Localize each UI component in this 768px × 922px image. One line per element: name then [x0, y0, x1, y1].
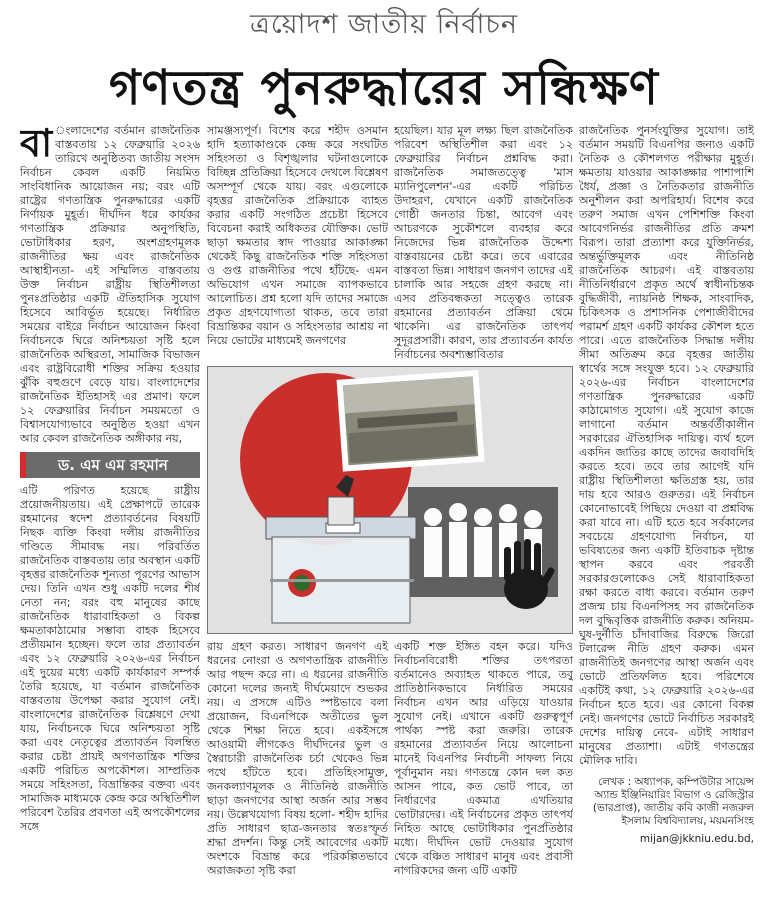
election-illustration — [207, 366, 573, 634]
article-text-col3-bottom: একটি শক্ত ইঙ্গিত বহন করে। যদিও নির্বাচনবিরোধী শক্তির তৎপরতা বর্তমানেও অব্যাহত থাকতে পারে, তবু প্রাতিষ্ঠানিকভাবে নির্ধারিত সময়ের নির্বাচন এখন আর এড়িয়ে যাওয়ার সুযোগ নেই। এখানে একটি গুরুত্বপূর্ণ পার্থক্য স্পষ্ট করা জরুরি। তারেক রহমানের প্রত্যাবর্তন নিয়ে আলোচনা মানেই বিএনপির নির্বাচনী সাফল্য নিয়ে পূর্বানুমান নয়। গণতন্ত্রে কোন দল কত আসন পাবে, কত ভোট পাবে, তা নির্ধারণের একমাত্র এখতিয়ার ভোটারদের। এই নির্বাচনের প্রকৃত তাৎপর্য নিহিত আছে ভোটাধিকার পুনর্প্রতিষ্ঠার মধ্যে। দীর্ঘদিন ভোট দেওয়ার সুযোগ থেকে বঞ্চিত সাধারণ মানুষ এবং প্রবাসী নাগরিকদের জন্য এটি একটি — [394, 640, 573, 877]
article-text-col1-continued: এটি পরিণত হয়েছে রাষ্ট্রীয় প্রয়োজনীয়তায়। এই প্রেক্ষাপটে তারেক রহমানের স্বদেশ প্রত্যাবর্তনের বিষয়টি নিছক ব্যক্তি কিংবা দলীয় রাজনীতির গণ্ডিতে সীমাবদ্ধ নয়। পরিবর্তিত রাজনৈতিক বাস্তবতায় তার অবস্থান একটি বৃহত্তর রাজনৈতিক শূন্যতা পূরণের আভাস দেয়। তিনি এখন শুধু একটি দলের শীর্ষ নেতা নন; বরং বহু মানুষের কাছে রাজনৈতিক ধারাবাহিকতা ও বিকল্প ক্ষমতাকাঠামোর সম্ভাব্য বাহক হিসেবে প্রতীয়মান হচ্ছেন। ফলে তার প্রত্যাবর্তন এবং ১২ ফেব্রুয়ারি ২০২৬-এর নির্বাচন এই দুয়ের মধ্যে একটি কার্যকারণ সম্পর্ক তৈরি হয়েছে, যা বর্তমান রাজনৈতিক বাস্তবতায় উপেক্ষা করার সুযোগ নেই। বাংলাদেশের রাজনৈতিক বিশ্লেষণে দেখা যায়, নির্বাচনকে ঘিরে অনিশ্চয়তা সৃষ্টি করা এবং নেতৃত্বের প্রত্যাবর্তন বিলম্বিত করার চেষ্টা প্রায়ই অগণতান্ত্রিক শক্তির একটি পরিচিত অপকৌশল। সাম্প্রতিক সময়ে সহিংসতা, বিভ্রান্তিকর বক্তব্য এবং সামাজিক মাধ্যমকে কেন্দ্র করে অস্থিতিশীল পরিবেশ তৈরির প্রবণতা এই অপকৌশলের সঙ্গে — [20, 484, 200, 833]
kicker: ত্রয়োদশ জাতীয় নির্বাচন — [249, 9, 518, 40]
crowd-photo — [337, 370, 485, 472]
article-text-col4: রাজনৈতিক পুনর্সংযুক্তির সুযোগ। তাই বর্তমান সময়টি বিএনপির জন্যও একটি নৈতিক ও কৌশলগত পরীক্ষার মুহূর্ত। ক্ষমতায় যাওয়ার আকাঙ্ক্ষার পাশাপাশি ধৈর্য, প্রজ্ঞা ও নৈতিকতার রাজনীতি অনুশীলন করা অপরিহার্য। বিশেষ করে তরুণ সমাজ এখন পেশিশক্তি কিংবা আবেগনির্ভর রাজনীতির প্রতি ক্রমশ বিরূপ। তারা প্রত্যাশা করে যুক্তিনির্ভর, অন্তর্ভুক্তিমূলক এবং নীতিনিষ্ঠ রাজনৈতিক আচরণ। এই বাস্তবতায় নীতিনির্ধারণে প্রকৃত অর্থে স্বাধীনচিন্তক বুদ্ধিজীবী, ন্যায়নিষ্ঠ শিক্ষক, সাংবাদিক, চিকিৎসক ও প্রশাসনিক পেশাজীবীদের পরামর্শ গ্রহণ একটি কার্যকর কৌশল হতে পারে। এতে রাজনৈতিক সিদ্ধান্ত দলীয় সীমা অতিক্রম করে বৃহত্তর জাতীয় স্বার্থের সঙ্গে সংযুক্ত হবে। ১২ ফেব্রুয়ারি ২০২৬-এর নির্বাচন বাংলাদেশের গণতান্ত্রিক পুনরুদ্ধারের একটি কাঠামোগত সুযোগ। এই সুযোগ কাজে লাগানো বর্তমান অন্তর্বর্তীকালীন সরকারের ঐতিহাসিক দায়িত্ব। ব্যর্থ হলে একদিন জাতির কাছে তাদের জবাবদিহি করতে হবে। তবে তার আগেই যদি রাষ্ট্রীয় স্থিতিশীলতা ক্ষতিগ্রস্ত হয়, তার দায় হবে আরও গুরুতর। এই নির্বাচন কোনোভাবেই পিছিয়ে দেওয়া বা প্রশ্নবিদ্ধ করা যাবে না। এটি হতে হবে সর্বকালের সবচেয়ে গ্রহণযোগ্য নির্বাচন, যা ভবিষ্যতের জন্য একটি ইতিবাচক দৃষ্টান্ত স্থাপন করবে এবং পরবর্তী সরকারগুলোকেও সেই ধারাবাহিকতা রক্ষা করতে বাধ্য করবে। বর্তমান তরুণ প্রজন্ম চায় বিএনপিসহ সব রাজনৈতিক দল বুদ্ধিবৃত্তিক রাজনীতি করুক। অনিয়ম-ঘুষ-দুর্নীতি চাঁদাবাজির বিরুদ্ধে জিরো টলারেন্স নীতি গ্রহণ করুক। এমন রাজনীতিই জনগণের আস্থা অর্জন এবং ভোটে প্রতিফলিত হবে। পরিশেষে একটিই কথা, ১২ ফেব্রুয়ারি ২০২৬-এর নির্বাচন হতে হবে। এর কোনো বিকল্প নেই। জনগণের ভোটে নির্বাচিত সরকারই দেশের দায়িত্ব নেবে- এটাই সাধারণ মানুষের প্রত্যাশা। এটাই গণতন্ত্রের মৌলিক দাবি। — [579, 124, 754, 767]
drop-cap: বা — [20, 124, 53, 165]
headline: গণতন্ত্র পুনরুদ্ধারের সন্ধিক্ষণ — [109, 60, 659, 116]
article-column-4 — [579, 124, 754, 916]
author-email: mijan@jkkniu.edu.bd, — [639, 833, 754, 845]
article-column-1 — [20, 124, 200, 916]
article-column-3-bottom — [394, 640, 573, 916]
article-column-2-bottom — [207, 640, 388, 916]
author-byline: ড. এম এম রহমান — [20, 452, 200, 478]
article-text-col2-bottom: রায় গ্রহণ করত। সাধারণ জনগণ এই ধরনের নোংরা ও অগণতান্ত্রিক রাজনীতি আর পছন্দ করে না। এ ধরনের রাজনীতি কোনো দলের জন্যই দীর্ঘমেয়াদে শুভকর নয়। এ প্রসঙ্গে এটিও স্পষ্টভাবে বলা প্রয়োজন, বিএনপিকে অতীতের ভুল থেকে শিক্ষা নিতে হবে। একইসঙ্গে আওয়ামী লীগকেও দীর্ঘদিনের ভুল ও স্বৈরাচারী রাজনৈতিক চর্চা থেকেও ভিন্ন পথে হাঁটতে হবে। প্রতিহিংসামুক্ত, জনকল্যাণমূলক ও নীতিনিষ্ঠ রাজনীতি ছাড়া জনগণের আস্থা অর্জন আর সম্ভব নয়। উল্লেখযোগ্য বিষয় হলো- শহীদ হাদির প্রতি সাধারণ ছাত্র-জনতার স্বতঃস্ফূর্ত শ্রদ্ধা প্রদর্শন। কিন্তু সেই আবেগের একটি অংশকে বিভ্রান্ত করে পরিকল্পিতভাবে অরাজকতা সৃষ্টি করা — [207, 640, 388, 877]
illustration-svg — [208, 367, 573, 634]
article-column-3-top — [394, 124, 573, 364]
article-column-2-top — [207, 124, 388, 364]
article-text-col1: ংলাদেশের বর্তমান রাজনৈতিক বাস্তবতায় ১২ ফেব্রুয়ারি ২০২৬ তারিখে অনুষ্ঠিতব্য জাতীয় সংসদ নির্বাচন কেবল একটি নিয়মিত সাংবিধানিক আয়োজন নয়; বরং এটি রাষ্ট্রের গণতান্ত্রিক পুনরুদ্ধারের একটি নির্ণায়ক মুহূর্ত। দীর্ঘদিন ধরে কার্যকর গণতান্ত্রিক প্রক্রিয়ার অনুপস্থিতি, ভোটাধিকার হরণ, অংশগ্রহণমূলক রাজনীতির ক্ষয় এবং রাজনৈতিক আস্থাহীনতা- এই সম্মিলিত বাস্তবতায় উক্ত নির্বাচন রাষ্ট্রীয় স্থিতিশীলতা পুনঃপ্রতিষ্ঠার একটি ঐতিহাসিক সুযোগ হিসেবে আবির্ভূত হয়েছে। নির্ধারিত সময়ের বাইরে নির্বাচন আয়োজন কিংবা নির্বাচনকে ঘিরে অনিশ্চয়তা সৃষ্টি হলে রাজনৈতিক অস্থিরতা, সামাজিক বিভাজন এবং রাষ্ট্রবিরোধী শক্তির সক্রিয় হওয়ার ঝুঁকি বহুগুণে বেড়ে যায়। বাংলাদেশের রাজনৈতিক ইতিহাসই এর প্রমাণ। ফলে ১২ ফেব্রুয়ারির নির্বাচন সময়মতো ও বিশ্বাসযোগ্যভাবে অনুষ্ঠিত হওয়া এখন আর কেবল রাজনৈতিক অঙ্গীকার নয়, — [20, 124, 200, 445]
author-note: লেখক : অধ্যাপক, কম্পিউটার সায়েন্স অ্যান্ড ইঞ্জিনিয়ারিং বিভাগ ও রেজিস্ট্রার (ভারপ্রাপ্ত), জাতীয় কবি কাজী নজরুল ইসলাম বিশ্ববিদ্যালয়, ময়মনসিংহ — [592, 776, 754, 827]
ballot-box-icon — [266, 517, 416, 623]
article-text-col3-top: হয়েছিল। যার মূল লক্ষ্য ছিল রাজনৈতিক পরিবেশ অস্থিতিশীল করা এবং ১২ ফেব্রুয়ারির নির্বাচন প্রশ্নবিদ্ধ করা। রাজনৈতিক সমাজতত্ত্বে 'মাস ম্যানিপুলেশন'-এর একটি পরিচিত উদাহরণ, যেখানে একটি রাজনৈতিক গোষ্ঠী জনতার চিন্তা, আবেগ এবং আচরণকে সুকৌশলে ব্যবহার করে নিজেদের ভিন্ন রাজনৈতিক উদ্দেশ্য বাস্তবায়নের চেষ্টা করে। তবে এবারের বাস্তবতা ভিন্ন। সাধারণ জনগণ তাদের এই চালাকি আর সহজে গ্রহণ করছে না। এসব প্রতিবন্ধকতা সত্ত্বেও তারেক রহমানের প্রত্যাবর্তন প্রক্রিয়া থেমে থাকেনি। এর রাজনৈতিক তাৎপর্য সুদূরপ্রসারী। কারণ, তার প্রত্যাবর্তন কার্যত নির্বাচনের অবশ্যম্ভাবিতার — [394, 124, 573, 361]
article-text-col2-top: সামঞ্জস্যপূর্ণ। বিশেষ করে শহীদ ওসমান হাদি হত্যাকাণ্ডকে কেন্দ্র করে সংঘটিত সহিংসতা ও বিশৃঙ্খলার ঘটনাগুলোকে বিচ্ছিন্ন প্রতিক্রিয়া হিসেবে দেখলে বিশ্লেষণ অসম্পূর্ণ থেকে যায়। বরং এগুলোকে বৃহত্তর রাজনৈতিক প্রক্রিয়াকে ব্যাহত করার একটি সংগঠিত প্রচেষ্টা হিসেবে বিবেচনা করাই অধিকতর যৌক্তিক। ভোট ছাড়া ক্ষমতার স্বাদ পাওয়ার আকাঙ্ক্ষা থেকেই কিছু রাজনৈতিক শক্তি সহিংসতা ও গুপ্ত রাজনীতির পথে হাঁটছে- এমন অভিযোগ এখন সমাজে ব্যাপকভাবে আলোচিত। প্রশ্ন হলো যদি তাদের সমাজে প্রকৃত গ্রহণযোগ্যতা থাকত, তবে তারা বিভ্রান্তিকর বয়ান ও সহিংসতার আশ্রয় না নিয়ে ভোটের মাধ্যমেই জনগণের — [207, 124, 388, 347]
